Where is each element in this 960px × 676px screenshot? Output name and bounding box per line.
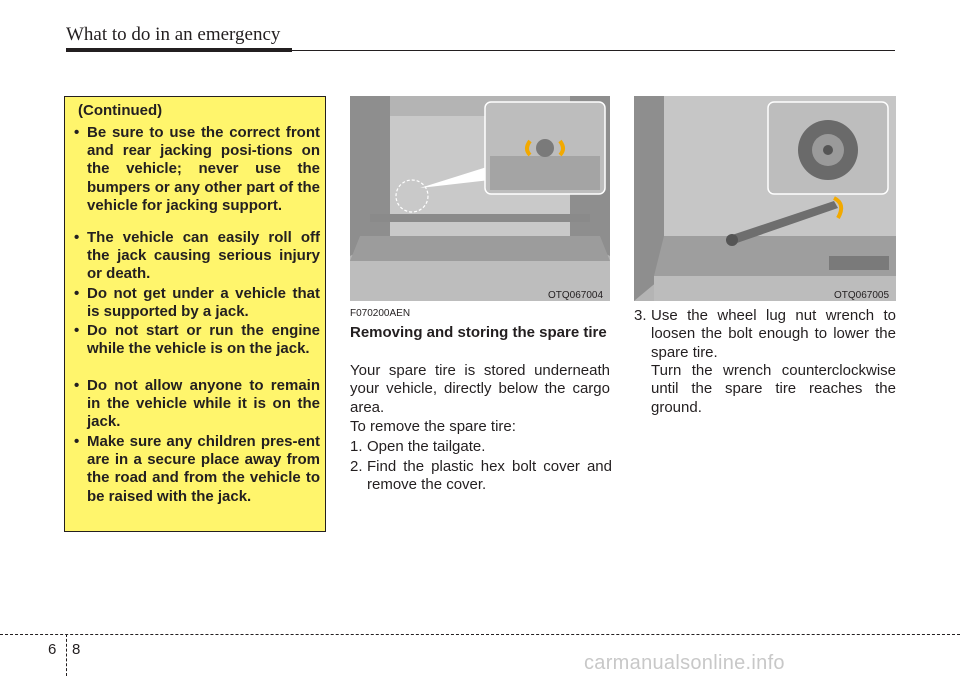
warning-heading: (Continued) [78, 102, 163, 119]
step-text: Find the plastic hex bolt cover and remove the cover. [367, 458, 612, 494]
step-item [350, 458, 612, 495]
warning-bullet: • Make sure any children pres-ent are in a secure place away from the road and from the vehicle to be raised with the jack. [74, 433, 320, 505]
step-number: 2. [350, 458, 363, 475]
watermark-text: carmanualsonline.info [584, 652, 785, 674]
step-note: Turn the wrench counterclockwise until the spare tire reaches the ground. [651, 362, 896, 416]
page-header-title: What to do in an emergency [66, 24, 281, 45]
step-text: Use the wheel lug nut wrench to loosen the bolt enough to lower the spare tire. [651, 307, 896, 361]
bullet-dot-icon: • [74, 377, 80, 394]
chapter-number: 6 [48, 641, 57, 658]
figure-hex-bolt-cover [350, 96, 610, 301]
header-rule-thick [66, 48, 292, 52]
page-number: 8 [72, 641, 81, 658]
step-number: 3. [634, 307, 647, 324]
bullet-dot-icon: • [74, 229, 80, 246]
step-number: 1. [350, 438, 363, 455]
section-lead: To remove the spare tire: [350, 418, 516, 435]
bullet-dot-icon: • [74, 285, 80, 302]
figure-caption: OTQ067004 [548, 290, 604, 301]
header-rule-thin [292, 50, 895, 51]
step-item [634, 307, 896, 362]
bullet-dot-icon: • [74, 322, 80, 339]
footer-divider [66, 634, 67, 676]
step-item [350, 438, 612, 456]
warning-bullet: • The vehicle can easily roll off the jack causing serious injury or death. [74, 229, 320, 283]
bullet-dot-icon: • [74, 124, 80, 141]
bullet-dot-icon: • [74, 433, 80, 450]
warning-bullet: • Be sure to use the correct front and rear jacking posi-tions on the vehicle; never use the bumpers or any other part of the vehicle for jacking support. [74, 124, 320, 214]
warning-bullet: • Do not get under a vehicle that is supported by a jack. [74, 285, 320, 321]
figure-wrench-bolt [634, 96, 896, 301]
section-title: Removing and storing the spare tire [350, 324, 607, 341]
cargo-wrench-illustration [634, 96, 896, 301]
cargo-area-illustration [350, 96, 610, 301]
step-text: Open the tailgate. [367, 438, 486, 455]
figure-caption: OTQ067005 [834, 290, 890, 301]
section-code: F070200AEN [350, 308, 411, 319]
warning-bullet: • Do not start or run the engine while the vehicle is on the jack. [74, 322, 320, 358]
warning-bullet: • Do not allow anyone to remain in the vehicle while it is on the jack. [74, 377, 320, 431]
section-intro: Your spare tire is stored underneath your vehicle, directly below the cargo area. [350, 362, 610, 416]
footer-rule [0, 634, 960, 635]
